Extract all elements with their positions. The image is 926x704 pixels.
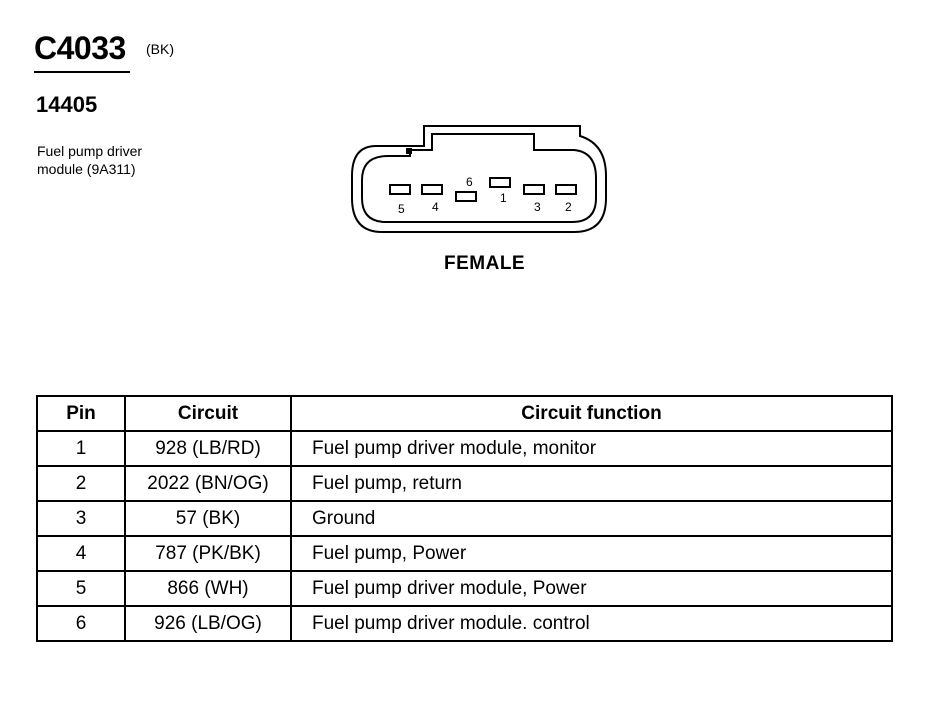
- pin-label-1: 1: [500, 191, 507, 205]
- function-cell: Fuel pump driver module, monitor: [291, 431, 892, 466]
- pin-cell: 4: [37, 536, 125, 571]
- table-row: [37, 606, 892, 641]
- header-circuit-function: Circuit function: [291, 396, 892, 431]
- header-circuit: Circuit: [125, 396, 291, 431]
- connector-color-code: (BK): [146, 41, 174, 57]
- pin-label-3: 3: [534, 200, 541, 214]
- function-cell: Fuel pump driver module. control: [291, 606, 892, 641]
- pin-label-2: 2: [565, 200, 572, 214]
- table-row: [37, 536, 892, 571]
- pin-cell: 2: [37, 466, 125, 501]
- circuit-cell: 866 (WH): [125, 571, 291, 606]
- part-number: 14405: [36, 92, 98, 117]
- connector-id: C4033: [34, 30, 126, 66]
- terminal-cavity-1: [490, 178, 510, 187]
- table-header-row: [37, 396, 892, 431]
- function-cell: Fuel pump, Power: [291, 536, 892, 571]
- function-cell: Fuel pump, return: [291, 466, 892, 501]
- header-pin: Pin: [37, 396, 125, 431]
- pin-table: [36, 395, 893, 642]
- connector-outer-housing: [352, 126, 606, 232]
- circuit-cell: 2022 (BN/OG): [125, 466, 291, 501]
- pin-cell: 1: [37, 431, 125, 466]
- table-row: [37, 571, 892, 606]
- function-cell: Ground: [291, 501, 892, 536]
- pin-label-5: 5: [398, 202, 405, 216]
- circuit-cell: 926 (LB/OG): [125, 606, 291, 641]
- latch-notch: [406, 148, 412, 154]
- terminal-cavity-2: [556, 185, 576, 194]
- component-description-line2: module (9A311): [37, 161, 136, 177]
- terminal-cavity-5: [390, 185, 410, 194]
- circuit-cell: 928 (LB/RD): [125, 431, 291, 466]
- pin-cell: 6: [37, 606, 125, 641]
- pin-label-4: 4: [432, 200, 439, 214]
- connector-view-label: FEMALE: [444, 253, 526, 274]
- component-description-line1: Fuel pump driver: [37, 143, 143, 159]
- terminal-cavity-6: [456, 192, 476, 201]
- table-row: [37, 466, 892, 501]
- pin-cell: 3: [37, 501, 125, 536]
- pin-label-6: 6: [466, 175, 473, 189]
- circuit-cell: 57 (BK): [125, 501, 291, 536]
- function-cell: Fuel pump driver module, Power: [291, 571, 892, 606]
- table-row: [37, 501, 892, 536]
- pin-cell: 5: [37, 571, 125, 606]
- terminal-cavity-4: [422, 185, 442, 194]
- circuit-cell: 787 (PK/BK): [125, 536, 291, 571]
- title-underline: [34, 71, 130, 73]
- table-row: [37, 431, 892, 466]
- connector-face-diagram: [348, 122, 610, 238]
- terminal-cavity-3: [524, 185, 544, 194]
